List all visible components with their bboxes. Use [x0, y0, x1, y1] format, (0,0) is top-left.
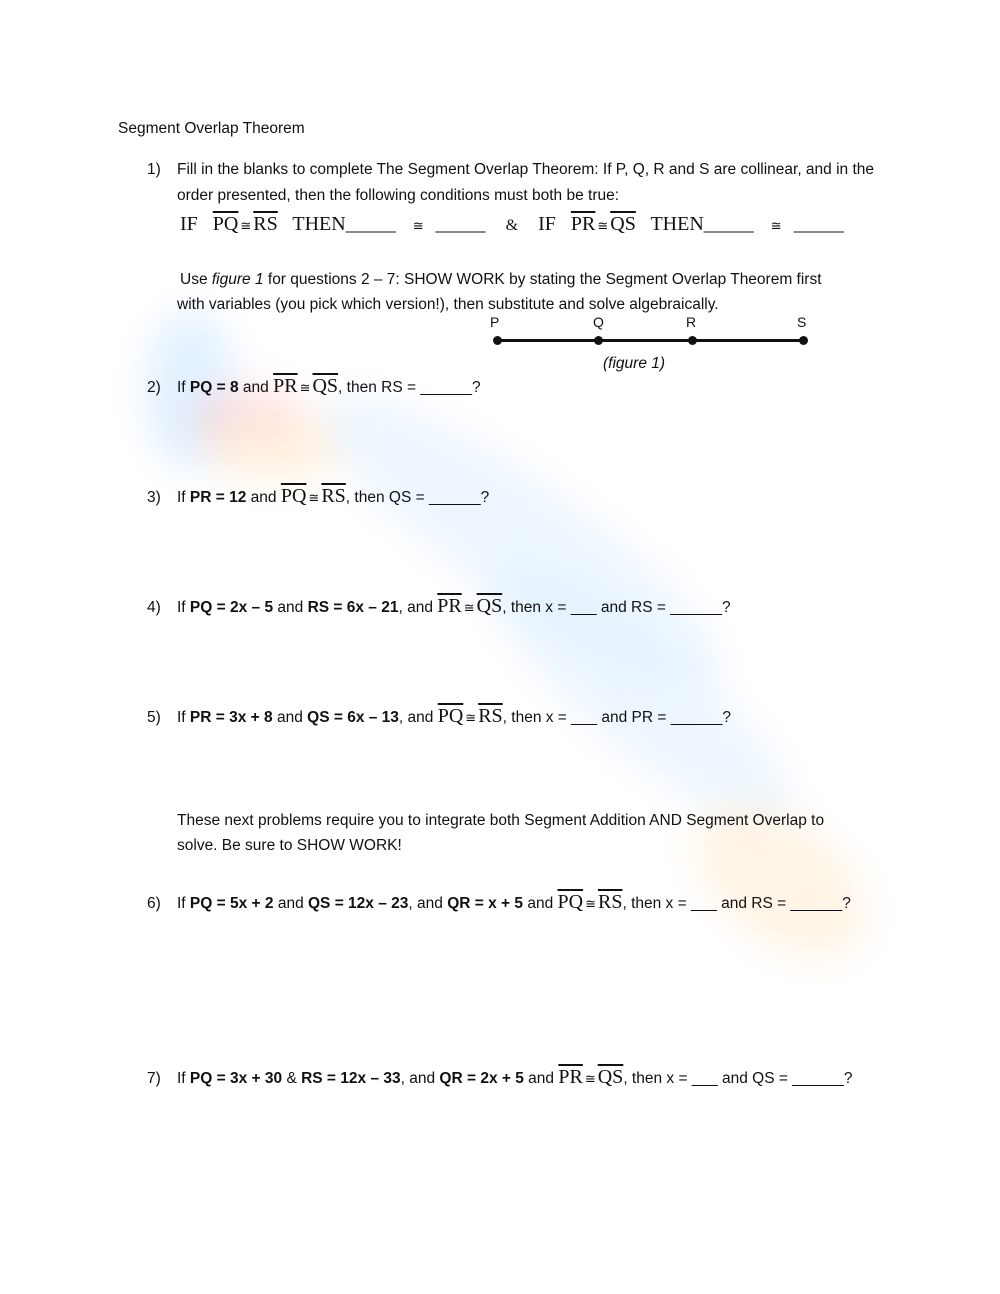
question-6: [147, 891, 851, 914]
congruent-symbol: ≅: [308, 491, 320, 506]
q-text: and: [246, 489, 281, 506]
ampersand: &: [505, 217, 519, 234]
question-number: 4): [147, 599, 161, 616]
q-text: If: [177, 895, 190, 912]
point-label-p: P: [490, 314, 500, 330]
question-1: [147, 161, 874, 179]
segment-a: $\overline{PQ}$: [437, 705, 464, 727]
theorem-formula: [180, 213, 844, 236]
integrate-note-line1: These next problems require you to integrate both Segment Addition AND Segment Overlap to: [177, 812, 825, 829]
congruent-symbol: ≅: [299, 381, 311, 396]
segment-qs: $\overline{QS}$: [610, 213, 636, 235]
point-label-q: Q: [593, 314, 604, 330]
instructions-line2: with variables (you pick which version!), then substitute and solve algebraically.: [177, 296, 719, 313]
q-text: , and: [408, 895, 448, 912]
given-value: PQ = 3x + 30: [189, 1070, 283, 1087]
given-value: PQ = 5x + 2: [189, 895, 274, 912]
given-value: RS = 6x – 21: [307, 599, 399, 616]
blank-3[interactable]: _____: [703, 213, 754, 235]
question-text: Fill in the blanks to complete The Segment Overlap Theorem: If P, Q, R and S are collinear, and in the: [177, 161, 875, 178]
watermark-blob-orange2: [665, 770, 895, 990]
question-3: [147, 485, 489, 508]
question-number: 5): [147, 709, 161, 726]
point-s: [799, 336, 808, 345]
congruent-symbol: ≅: [585, 897, 596, 912]
figure-reference: figure 1: [211, 271, 264, 288]
answer-prompt[interactable]: , then x = ___ and RS = ______?: [622, 895, 851, 912]
page-title: Segment Overlap Theorem: [118, 120, 305, 137]
congruent-symbol: ≅: [597, 219, 609, 234]
integrate-note-line2: solve. Be sure to SHOW WORK!: [177, 837, 402, 854]
question-5: [147, 705, 731, 728]
q-text: , and: [398, 709, 438, 726]
segment-a: $\overline{PR}$: [437, 595, 462, 617]
given-value: QS = 6x – 13: [307, 709, 399, 726]
segment-pr: $\overline{PR}$: [570, 213, 596, 235]
question-1-line2: order presented, then the following conditions must both be true:: [177, 187, 620, 204]
q-text: and: [523, 895, 558, 912]
point-p: [493, 336, 502, 345]
segment-b: $\overline{RS}$: [597, 891, 623, 913]
q-text: If: [177, 1070, 190, 1087]
instr-post: for questions 2 – 7: SHOW WORK by stating the Segment Overlap Theorem first: [263, 271, 822, 288]
q-text: and: [272, 709, 308, 726]
q-text: and: [273, 599, 308, 616]
given-value: PQ = 2x – 5: [189, 599, 274, 616]
segment-a: $\overline{PQ}$: [557, 891, 584, 913]
given-value: QS = 12x – 23: [308, 895, 409, 912]
congruent-symbol: ≅: [240, 219, 252, 234]
given-value: QR = x + 5: [447, 895, 524, 912]
segment-b: $\overline{RS}$: [478, 705, 503, 727]
segment-line: [497, 339, 804, 342]
segment-b: $\overline{RS}$: [321, 485, 346, 507]
congruent-symbol: ≅: [770, 219, 782, 234]
answer-prompt[interactable]: , then RS = ______?: [338, 379, 481, 396]
if-label: IF: [180, 213, 198, 235]
instructions-line1: [180, 271, 822, 289]
given-value: QR = 2x + 5: [439, 1070, 524, 1087]
segment-rs: $\overline{RS}$: [253, 213, 278, 235]
question-number: 1): [147, 161, 161, 178]
congruent-symbol: ≅: [465, 711, 477, 726]
q-text: , and: [400, 1070, 440, 1087]
congruent-symbol: ≅: [412, 219, 424, 234]
point-q: [594, 336, 603, 345]
q-text: and: [238, 379, 274, 396]
segment-b: $\overline{QS}$: [312, 375, 339, 397]
question-number: 3): [147, 489, 161, 506]
segment-b: $\overline{QS}$: [476, 595, 503, 617]
question-2: [147, 375, 481, 398]
given-value: PR = 12: [189, 489, 247, 506]
congruent-symbol: ≅: [584, 1072, 596, 1087]
watermark-blob-blue2: [289, 353, 751, 727]
q-text: and: [273, 895, 308, 912]
point-label-r: R: [686, 314, 697, 330]
segment-b: $\overline{QS}$: [597, 1066, 624, 1088]
point-label-s: S: [797, 314, 807, 330]
point-r: [688, 336, 697, 345]
segment-a: $\overline{PR}$: [273, 375, 298, 397]
answer-prompt[interactable]: , then QS = ______?: [345, 489, 490, 506]
q-text: , and: [398, 599, 438, 616]
given-value: PQ = 8: [189, 379, 239, 396]
question-number: 2): [147, 379, 161, 396]
instr-pre: Use: [180, 271, 212, 288]
segment-a: $\overline{PR}$: [558, 1066, 583, 1088]
then-label: THEN: [292, 213, 346, 235]
segment-a: $\overline{PQ}$: [280, 485, 307, 507]
q-text: and: [523, 1070, 559, 1087]
figure-caption: (figure 1): [603, 355, 666, 372]
question-number: 7): [147, 1070, 161, 1087]
answer-prompt[interactable]: , then x = ___ and RS = ______?: [502, 599, 731, 616]
segment-pq: $\overline{PQ}$: [212, 213, 239, 235]
blank-4[interactable]: _____: [793, 213, 844, 235]
question-4: [147, 595, 731, 618]
given-value: RS = 12x – 33: [301, 1070, 401, 1087]
watermark-blob-orange: [200, 410, 350, 480]
answer-prompt[interactable]: , then x = ___ and PR = ______?: [502, 709, 732, 726]
q-text: &: [282, 1070, 302, 1087]
question-7: [147, 1066, 853, 1089]
congruent-symbol: ≅: [463, 601, 475, 616]
if-label: IF: [538, 213, 556, 235]
blank-2[interactable]: _____: [435, 213, 486, 235]
blank-1[interactable]: _____: [345, 213, 396, 235]
watermark-blob-blue3: [459, 531, 821, 860]
q-text: If: [177, 379, 190, 396]
question-number: 6): [147, 895, 161, 912]
q-text: If: [177, 709, 190, 726]
q-text: If: [177, 599, 190, 616]
answer-prompt[interactable]: , then x = ___ and QS = ______?: [623, 1070, 853, 1087]
given-value: PR = 3x + 8: [189, 709, 273, 726]
then-label: THEN: [650, 213, 704, 235]
q-text: If: [177, 489, 190, 506]
